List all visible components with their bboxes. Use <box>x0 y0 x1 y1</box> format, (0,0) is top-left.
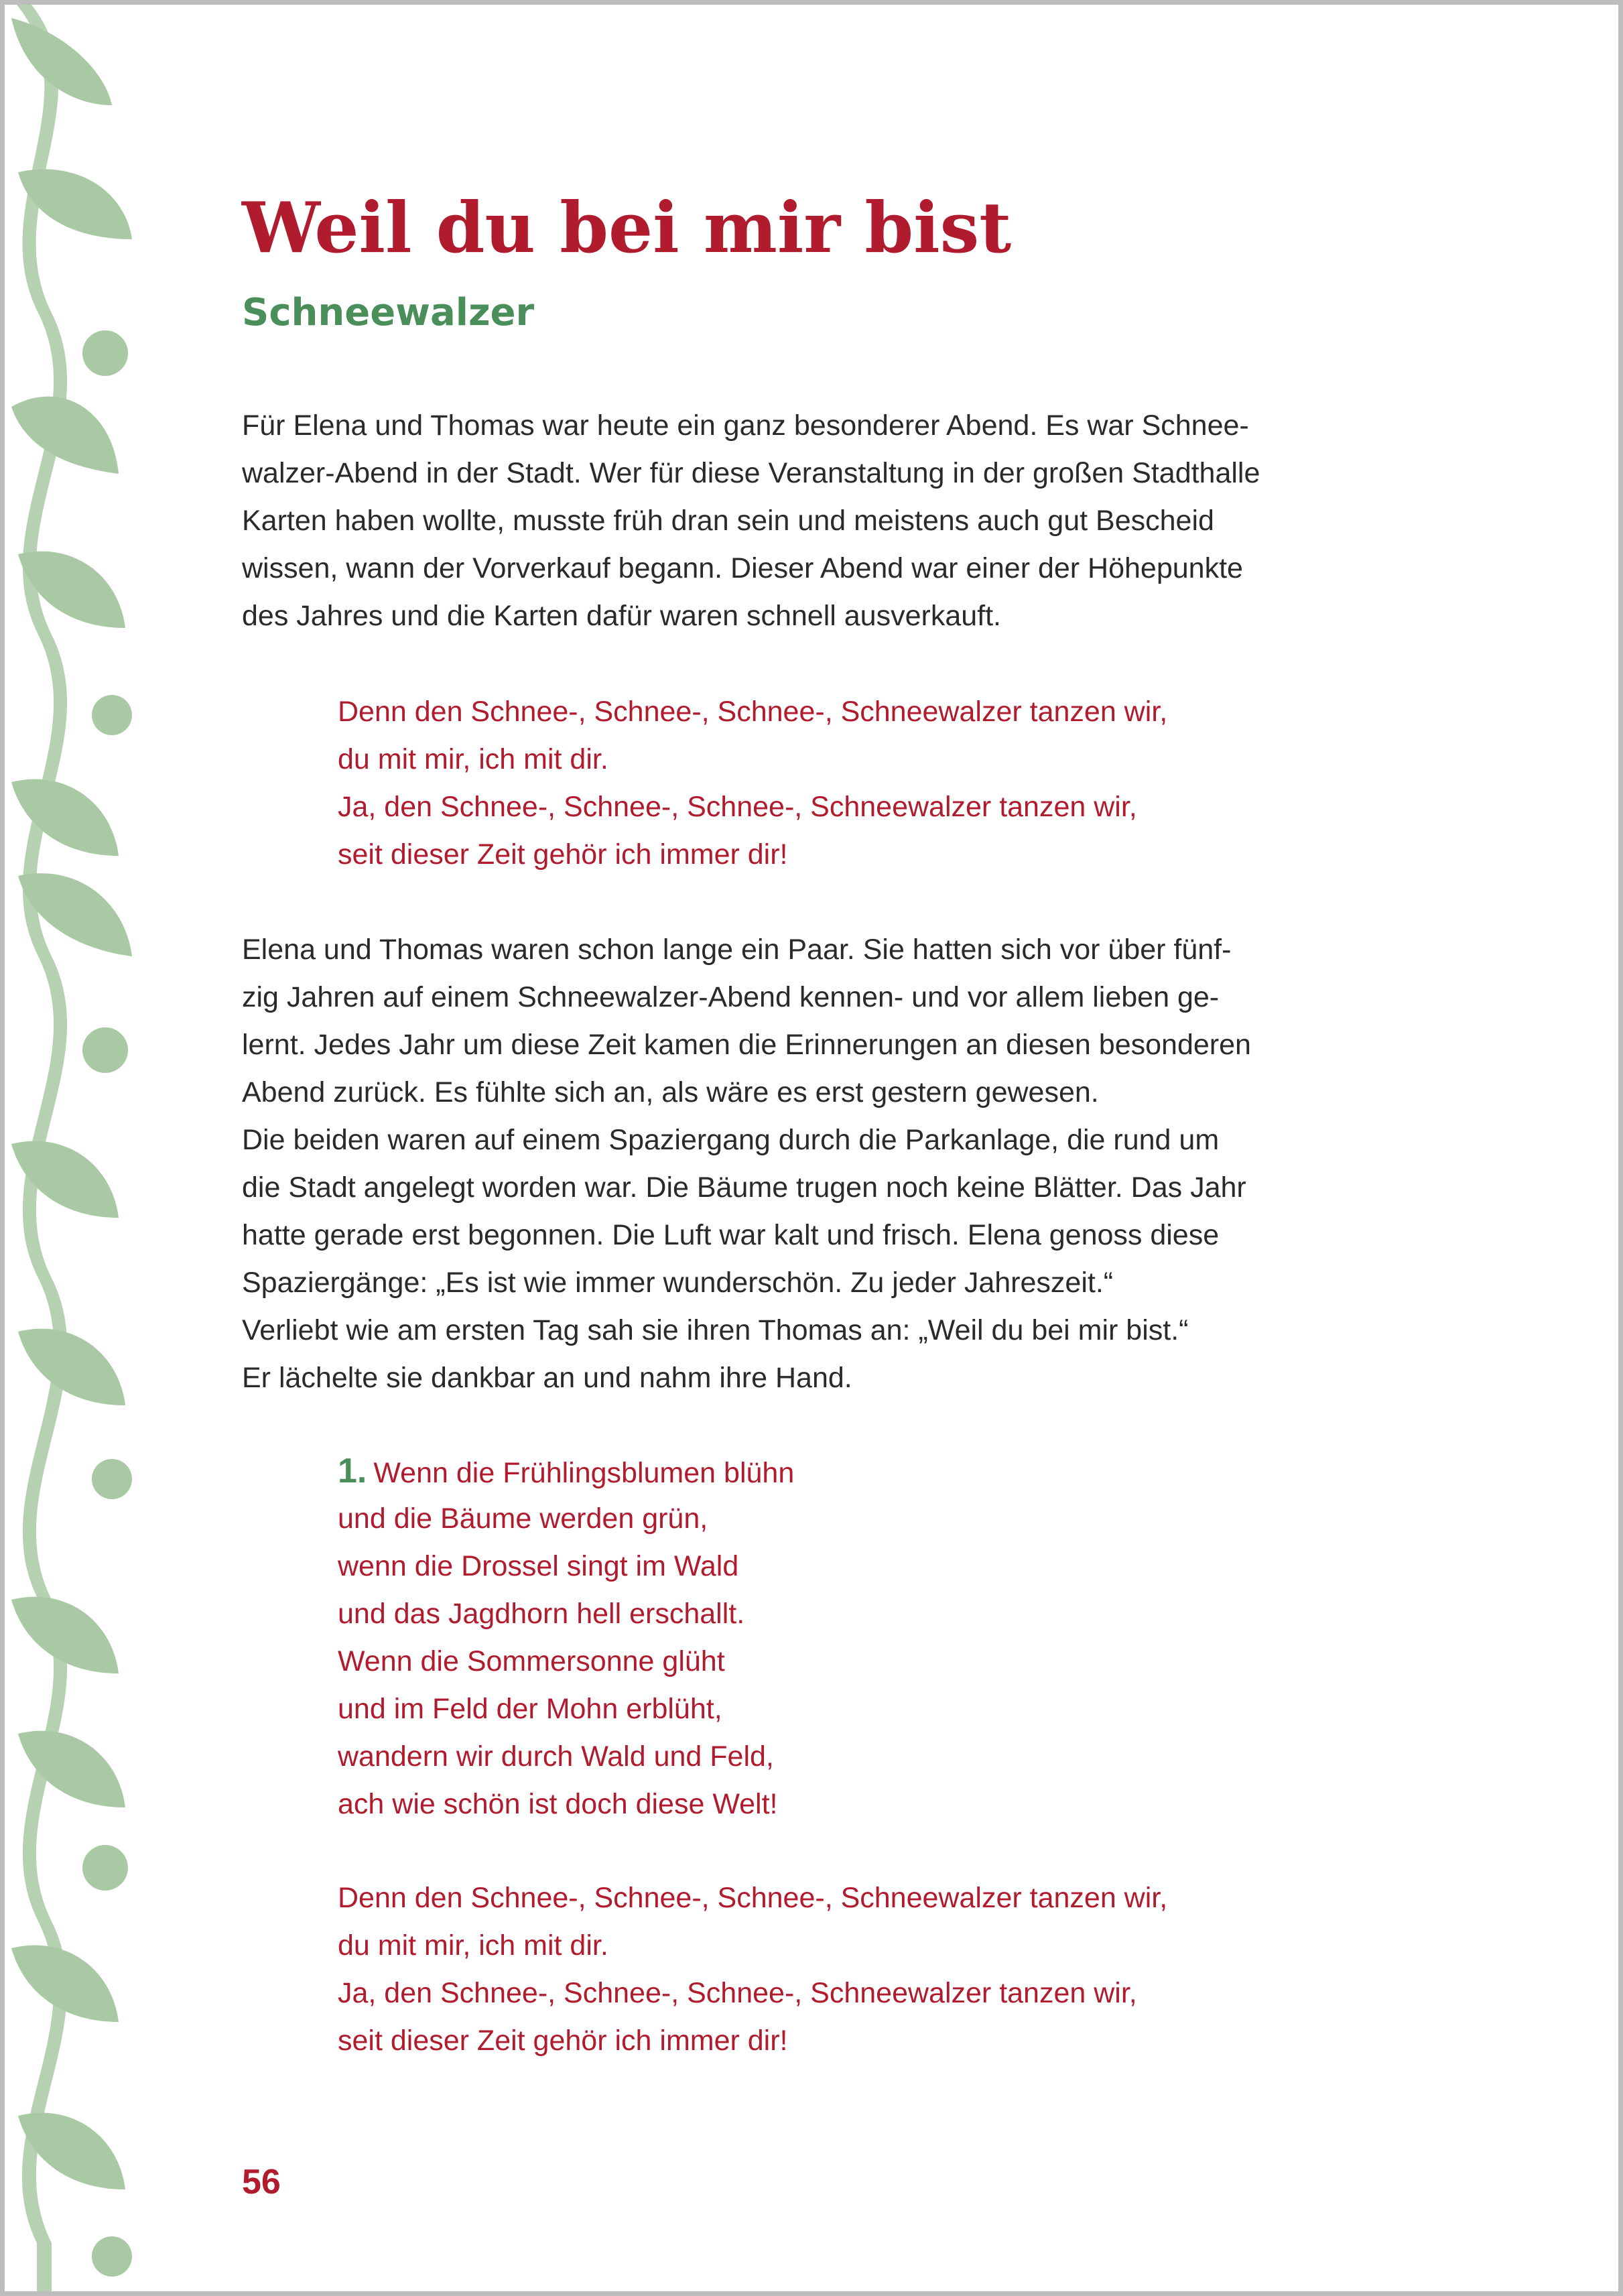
text-line: Spaziergänge: „Es ist wie immer wunderschön. Zu jeder Jahreszeit.“ <box>242 1267 1114 1299</box>
verse-block-1 <box>338 1448 1443 1828</box>
text-line: hatte gerade erst begonnen. Die Luft war kalt und frisch. Elena genoss diese <box>242 1219 1220 1251</box>
text-line: die Stadt angelegt worden war. Die Bäume trugen noch keine Blätter. Das Jahr <box>242 1171 1246 1204</box>
story-paragraph-2 <box>242 926 1394 1402</box>
lyric-line: und im Feld der Mohn erblüht, <box>338 1693 722 1725</box>
lyric-line: Wenn die Sommersonne glüht <box>338 1645 725 1677</box>
text-line: Abend zurück. Es fühlte sich an, als wäre es erst gestern gewesen. <box>242 1076 1099 1108</box>
lyric-line: du mit mir, ich mit dir. <box>338 743 608 775</box>
lyric-line: wandern wir durch Wald und Feld, <box>338 1740 774 1773</box>
lyric-line <box>338 1448 1443 1495</box>
text-line: des Jahres und die Karten dafür waren schnell ausverkauft. <box>242 600 1001 632</box>
lyric-line: du mit mir, ich mit dir. <box>338 1929 608 1962</box>
lyric-line: seit dieser Zeit gehör ich immer dir! <box>338 838 788 871</box>
lyric-line: Denn den Schnee-, Schnee-, Schnee-, Schneewalzer tanzen wir, <box>338 1882 1168 1914</box>
page-title: Weil du bei mir bist <box>242 186 1012 269</box>
lyric-line: Ja, den Schnee-, Schnee-, Schnee-, Schneewalzer tanzen wir, <box>338 1977 1137 2009</box>
lyric-line: Denn den Schnee-, Schnee-, Schnee-, Schneewalzer tanzen wir, <box>338 696 1168 728</box>
verse-number: 1. <box>338 1452 367 1490</box>
text-line: zig Jahren auf einem Schneewalzer-Abend kennen- und vor allem lieben ge- <box>242 981 1220 1013</box>
lyric-text: Wenn die Frühlingsblumen blühn <box>373 1457 795 1489</box>
text-line: lernt. Jedes Jahr um diese Zeit kamen die Erinnerungen an diesen besonderen <box>242 1029 1251 1061</box>
text-line: walzer-Abend in der Stadt. Wer für diese Veranstaltung in der großen Stadthalle <box>242 457 1260 489</box>
song-subtitle: Schneewalzer <box>242 291 535 334</box>
text-line: Karten haben wollte, musste früh dran sein und meistens auch gut Bescheid <box>242 505 1214 537</box>
text-line: Verliebt wie am ersten Tag sah sie ihren Thomas an: „Weil du bei mir bist.“ <box>242 1314 1189 1346</box>
text-line: Die beiden waren auf einem Spaziergang durch die Parkanlage, die rund um <box>242 1124 1220 1156</box>
text-line: Elena und Thomas waren schon lange ein Paar. Sie hatten sich vor über fünf- <box>242 934 1232 966</box>
lyric-line: Ja, den Schnee-, Schnee-, Schnee-, Schneewalzer tanzen wir, <box>338 791 1137 823</box>
lyric-line: und die Bäume werden grün, <box>338 1503 708 1535</box>
story-paragraph-1 <box>242 402 1394 640</box>
lyric-line: wenn die Drossel singt im Wald <box>338 1550 739 1582</box>
lyric-line: und das Jagdhorn hell erschallt. <box>338 1598 745 1630</box>
refrain-block-1 <box>338 688 1443 879</box>
text-line: wissen, wann der Vorverkauf begann. Dieser Abend war einer der Höhepunkte <box>242 552 1243 584</box>
lyric-line: seit dieser Zeit gehör ich immer dir! <box>338 2025 788 2057</box>
page-number: 56 <box>242 2163 281 2202</box>
floral-ornament-border <box>5 5 149 2296</box>
refrain-block-2 <box>338 1874 1443 2065</box>
text-line: Für Elena und Thomas war heute ein ganz besonderer Abend. Es war Schnee- <box>242 409 1249 442</box>
lyric-line: ach wie schön ist doch diese Welt! <box>338 1788 778 1820</box>
text-line: Er lächelte sie dankbar an und nahm ihre Hand. <box>242 1362 852 1394</box>
